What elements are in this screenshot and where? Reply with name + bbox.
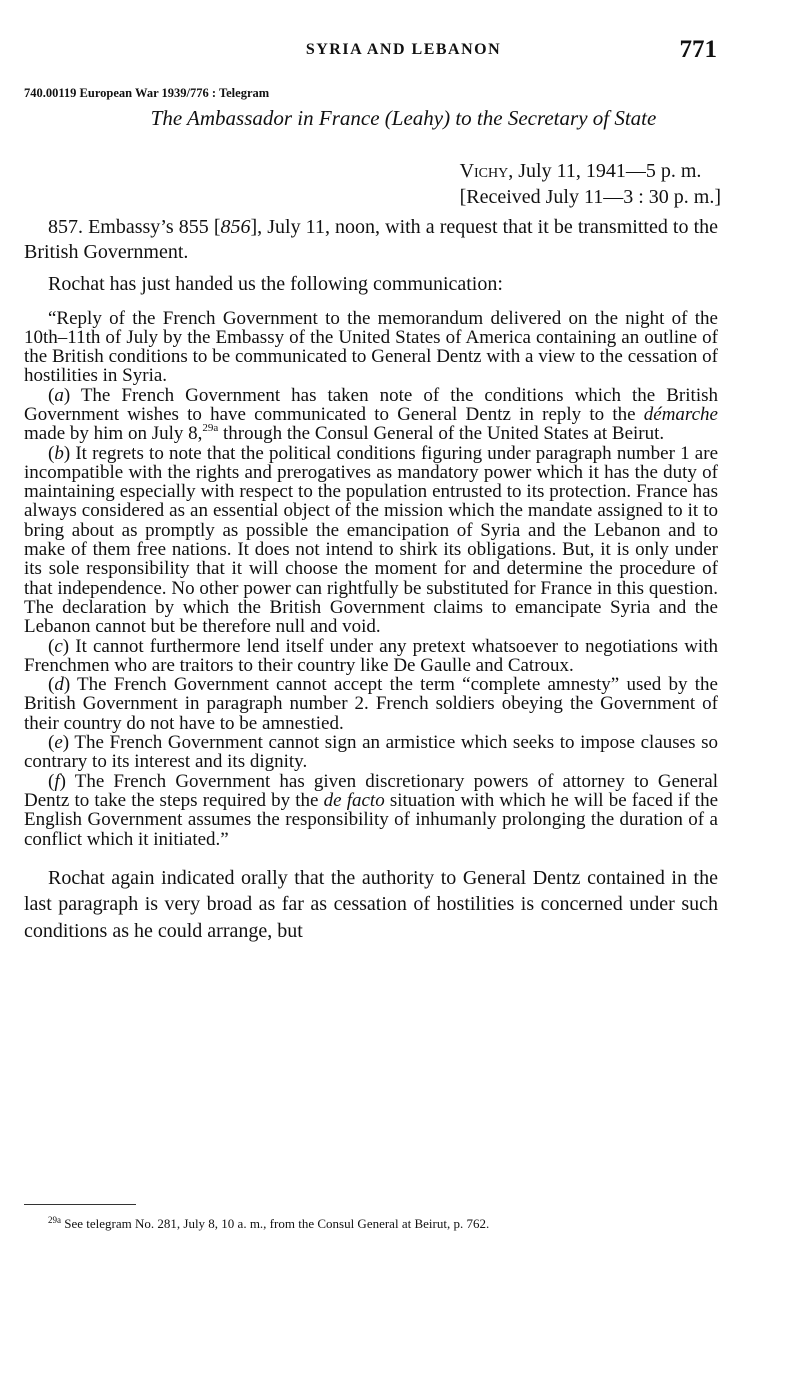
dateline-place: Vichy <box>459 160 509 182</box>
item-f-text1: The French Government has given discretionary powers of attorney to General Dentz to take the steps required by the <box>24 770 718 811</box>
item-d-label: d <box>54 674 64 696</box>
p1-part-c: ], July 11, noon, with a request that it be transmitted to the British Government. <box>24 216 718 263</box>
item-e-text: The French Government cannot sign an armistice which seeks to impose clauses so contrary to its interest and its dignity. <box>24 732 718 773</box>
telegram-body <box>24 215 718 944</box>
paragraph-opening <box>24 215 718 264</box>
item-b-label: b <box>54 442 64 464</box>
dateline-sent <box>460 158 721 184</box>
item-a-label: a <box>54 384 64 406</box>
running-title: SYRIA AND LEBANON <box>305 41 502 58</box>
item-a-text2: made by him on July 8, <box>24 423 203 445</box>
dateline-date: , July 11, 1941—5 p. m. <box>508 160 702 182</box>
footnote <box>24 1214 718 1234</box>
footnote-marker: 29a <box>48 1215 61 1225</box>
page-number: 771 <box>679 36 717 63</box>
item-a-emph: démarche <box>643 403 718 425</box>
item-e-label: e <box>54 732 63 754</box>
quote-intro: “Reply of the French Government to the memorandum delivered on the night of the 10th–11th of July by the Embassy of the United States of America containing an outline of the British conditions to be communicated to General Dentz with a view to the cessation of hostilities in Syria. <box>24 307 718 387</box>
document-heading <box>0 106 807 131</box>
item-f-label: f <box>54 770 60 792</box>
opening-paragraphs <box>24 215 718 297</box>
item-b-text: It regrets to note that the political conditions figuring under paragraph number 1 are incompatible with the rights and prerogatives as mandatory power which it has the duty of maintaining especially with respect to the population entrusted to its protection. France has always considered as an essential object of the mission which the mandate assigned to it to bring about as promptly as possible the emancipation of Syria and the Lebanon and to make of them free nations. It does not intend to shirk its obligations. But, it is only under its sole responsibility that it will choose the moment for and determine the procedure of that independence. No other power can rightfully be substituted for France in this question. The declaration by which the British Government claims to emancipate Syria and the Lebanon cannot but be therefore null and void. <box>24 442 718 638</box>
paragraph-rochat: Rochat has just handed us the following communication: <box>48 273 503 295</box>
item-d-text: The French Government cannot accept the term “complete amnesty” used by the British Government in paragraph number 2. French soldiers obeying the Government of their country do not have to be amnestied. <box>24 674 718 734</box>
item-d: (d) The French Government cannot accept the term “complete amnesty” used by the British Government in paragraph number 2. French soldiers obeying the Government of their country do not have to be amnestied. <box>24 674 718 734</box>
running-head <box>0 36 807 66</box>
heading-sender-name: Leahy <box>391 106 444 130</box>
item-b: (b) It regrets to note that the political conditions figuring under paragraph number 1 are incompatible with the rights and prerogatives as mandatory power which it has the duty of maintaining especially with respect to the population entrusted to its protection. France has always considered as an essential object of the mission which the mandate assigned to it to bring about as promptly as possible the emancipation of Syria and the Lebanon and to make of them free nations. It does not intend to shirk its obligations. But, it is only under its sole responsibility that it will choose the moment for and determine the procedure of that independence. No other power can rightfully be substituted for France in this question. The declaration by which the British Government claims to emancipate Syria and the Lebanon cannot but be therefore null and void. <box>24 442 718 638</box>
item-f-text2: situation with which he will be faced if the English Government assumes the responsibility of inhumanly prolonging the duration of a conflict which it initiated.” <box>24 789 718 850</box>
item-a-text1: The French Government has taken note of the conditions which the British Government wishes to have communicated to General Dentz in reply to the <box>24 384 718 425</box>
footnote-divider <box>24 1204 136 1205</box>
footnote-reference[interactable]: 29a <box>202 422 219 435</box>
item-e: (e) The French Government cannot sign an armistice which seeks to impose clauses so contrary to its interest and its dignity. <box>24 732 718 773</box>
file-reference: 740.00119 European War 1939/776 : Telegram <box>24 86 270 100</box>
closing-paragraphs <box>24 865 718 945</box>
item-f-emph: de facto <box>323 789 385 811</box>
item-a: (a) The French Government has taken note of the conditions which the British Government wishes to have communicated to General Dentz in reply to the démarche made by him on July 8,$^{29a}$ through the Consul General of the United States at Beirut. <box>24 384 718 445</box>
heading-suffix: ) to the Secretary of State <box>443 106 657 130</box>
footnote-text: See telegram No. 281, July 8, 10 a. m., from the Consul General at Beirut, p. 762. <box>61 1216 490 1231</box>
dateline-received: [Received July 11—3 : 30 p. m.] <box>459 186 721 208</box>
paragraph-final: Rochat again indicated orally that the authority to General Dentz contained in the last paragraph is very broad as far as cessation of hostilities is concerned under such conditions as he could arrange, but <box>24 866 718 942</box>
item-c-label: c <box>54 635 63 657</box>
item-c-text: It cannot furthermore lend itself under any pretext whatsoever to negotiations with Frenchmen who are traitors to their country like De Gaulle and Catroux. <box>24 635 718 676</box>
heading-prefix: The Ambassador in France ( <box>150 106 392 130</box>
item-c: (c) It cannot furthermore lend itself under any pretext whatsoever to negotiations with Frenchmen who are traitors to their country like De Gaulle and Catroux. <box>24 635 718 676</box>
p1-ref-number: 856 <box>220 216 251 238</box>
dateline <box>460 158 721 210</box>
quoted-communication <box>24 309 718 849</box>
item-f: (f) The French Government has given discretionary powers of attorney to General Dentz to take the steps required by the de facto situation with which he will be faced if the English Government assumes the responsibility of inhumanly prolonging the duration of a conflict which it initiated.” <box>24 770 718 850</box>
p1-part-a: 857. Embassy’s 855 [ <box>48 216 221 238</box>
item-a-text3: through the Consul General of the United States at Beirut. <box>218 423 665 445</box>
